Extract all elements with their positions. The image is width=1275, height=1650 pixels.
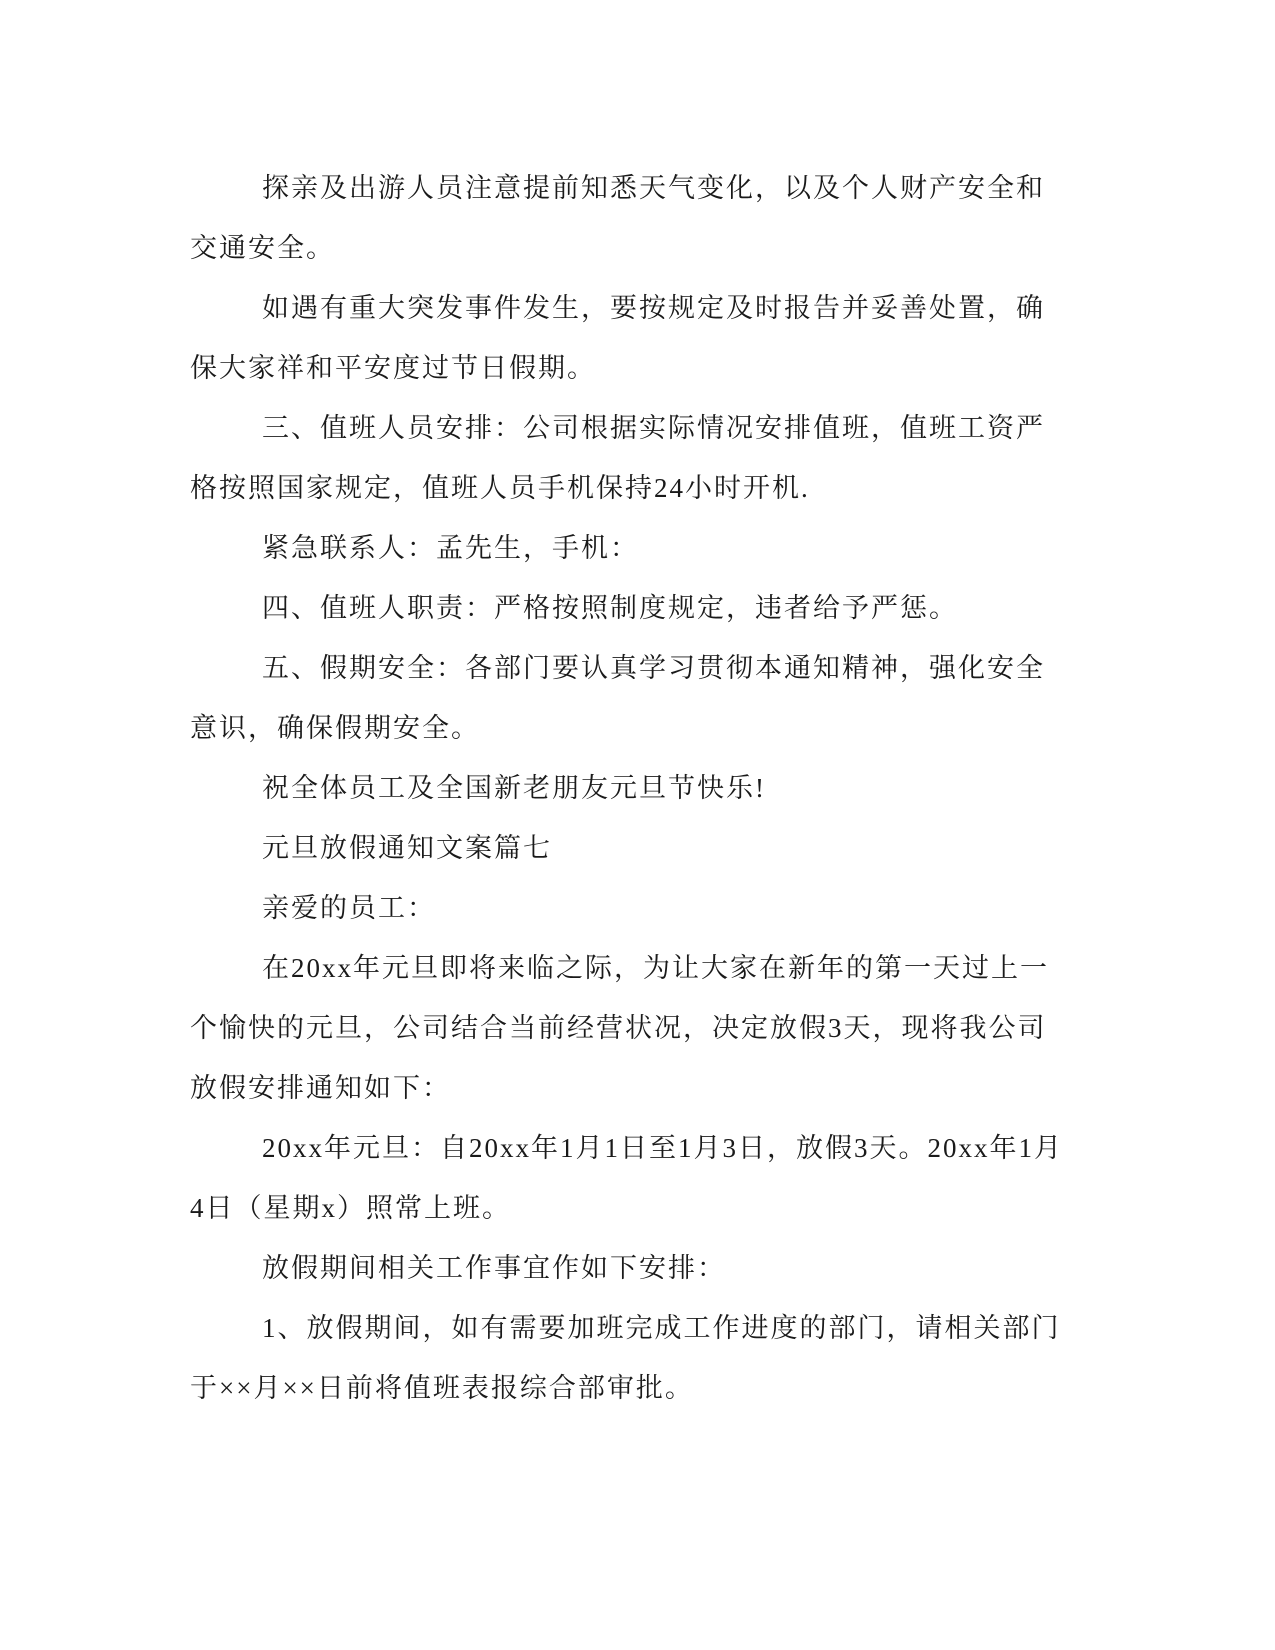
paragraph-emergency-contact: 紧急联系人：孟先生，手机： <box>262 533 639 563</box>
document-body <box>190 158 1070 1418</box>
salutation: 亲爱的员工： <box>262 893 436 923</box>
paragraph-travel-safety: 探亲及出游人员注意提前知悉天气变化，以及个人财产安全和交通安全。 <box>190 173 1045 263</box>
paragraph-overtime-approval: 1、放假期间，如有需要加班完成工作进度的部门，请相关部门于××月××日前将值班表报综合部审批。 <box>190 1313 1061 1403</box>
paragraph-emergency-reporting: 如遇有重大突发事件发生，要按规定及时报告并妥善处置，确保大家祥和平安度过节日假期。 <box>190 293 1045 383</box>
paragraph-duty-arrangement: 三、值班人员安排：公司根据实际情况安排值班，值班工资严格按照国家规定，值班人员手机保持24小时开机. <box>190 413 1045 503</box>
paragraph-holiday-safety: 五、假期安全：各部门要认真学习贯彻本通知精神，强化安全意识，确保假期安全。 <box>190 653 1045 743</box>
paragraph-introduction: 在20xx年元旦即将来临之际，为让大家在新年的第一天过上一个愉快的元旦，公司结合当前经营状况，决定放假3天，现将我公司放假安排通知如下： <box>190 953 1049 1103</box>
paragraph-greeting: 祝全体员工及全国新老朋友元旦节快乐! <box>262 773 766 803</box>
paragraph-work-arrangements: 放假期间相关工作事宜作如下安排： <box>262 1253 726 1283</box>
section-heading: 元旦放假通知文案篇七 <box>262 833 552 863</box>
paragraph-duty-responsibility: 四、值班人职责：严格按照制度规定，违者给予严惩。 <box>262 593 958 623</box>
paragraph-holiday-dates: 20xx年元旦：自20xx年1月1日至1月3日，放假3天。20xx年1月4日（星期x）照常上班。 <box>190 1133 1063 1223</box>
